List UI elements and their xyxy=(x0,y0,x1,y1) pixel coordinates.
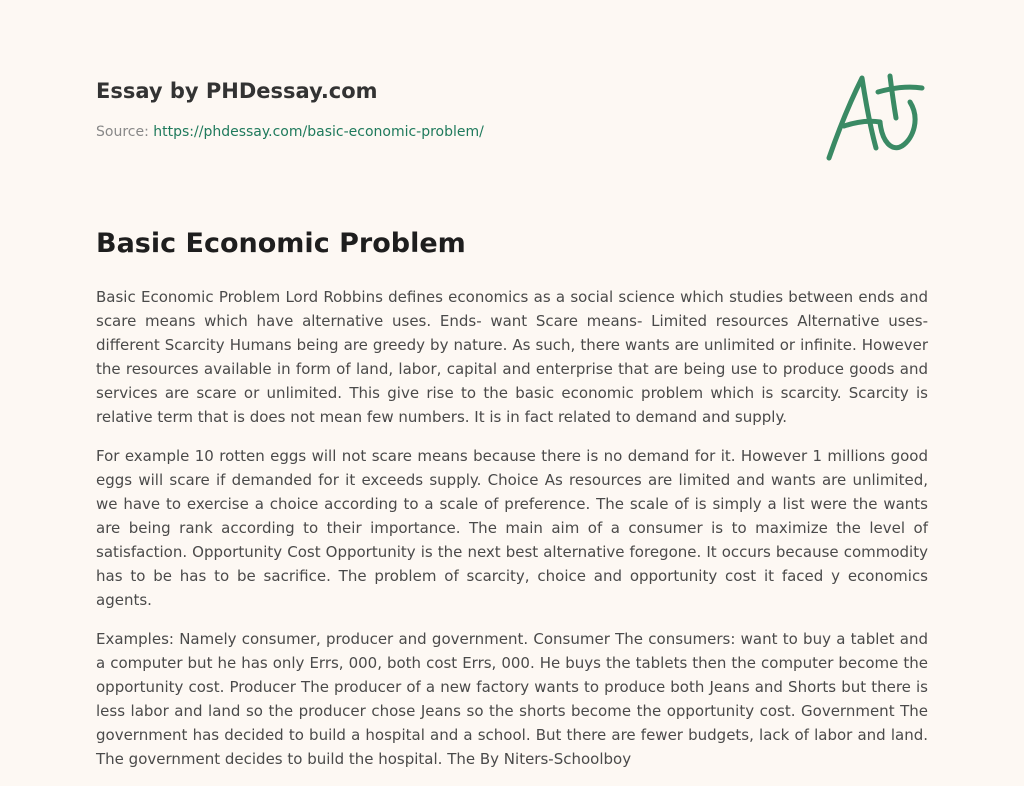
source-label: Source: xyxy=(96,124,154,140)
paragraph-1: Basic Economic Problem Lord Robbins defines economics as a social science which studies between ends and scare means which have alternative uses. Ends- want Scare means- Limited resources Alternative uses- different Scarcity Humans being are greedy by nature. As such, there wants are unlimited or infinite. However the resources available in form of land, labor, capital and enterprise that are being use to produce goods and services are scare or unlimited. This give rise to the basic economic problem which is scarcity. Scarcity is relative term that is does not mean few numbers. It is in fact related to demand and supply. xyxy=(96,288,928,426)
paragraph-3: Examples: Namely consumer, producer and government. Consumer The consumers: want to buy a tablet and a computer but he has only Errs, 000, both cost Errs, 000. He buys the tablets then the computer become the opportunity cost. Producer The producer of a new factory wants to produce both Jeans and Shorts but there is less labor and land so the producer chose Jeans so the shorts become the opportunity cost. Government The government has decided to build a hospital and a school. But there are fewer budgets, lack of labor and land. The government decides to build the hospital. The By Niters-Schoolboy xyxy=(96,630,928,768)
source-line xyxy=(96,123,796,141)
article-title: Basic Economic Problem xyxy=(96,228,466,259)
page-header xyxy=(96,78,796,141)
brand-title: Essay by PHDessay.com xyxy=(96,79,378,103)
article-body xyxy=(96,285,928,786)
paragraph-2: For example 10 rotten eggs will not scare means because there is no demand for it. However 1 millions good eggs will scare if demanded for it exceeds supply. Choice As resources are limited and wants are unlimited, we have to exercise a choice according to a scale of preference. The scale of is simply a list were the wants are being rank according to their importance. The main aim of a consumer is to maximize the level of satisfaction. Opportunity Cost Opportunity is the next best alternative foregone. It occurs because commodity has to be has to be sacrifice. The problem of scarcity, choice and opportunity cost it faced y economics agents. xyxy=(96,447,928,609)
source-link[interactable]: https://phdessay.com/basic-economic-problem/ xyxy=(153,124,484,140)
a-plus-logo xyxy=(822,68,926,164)
